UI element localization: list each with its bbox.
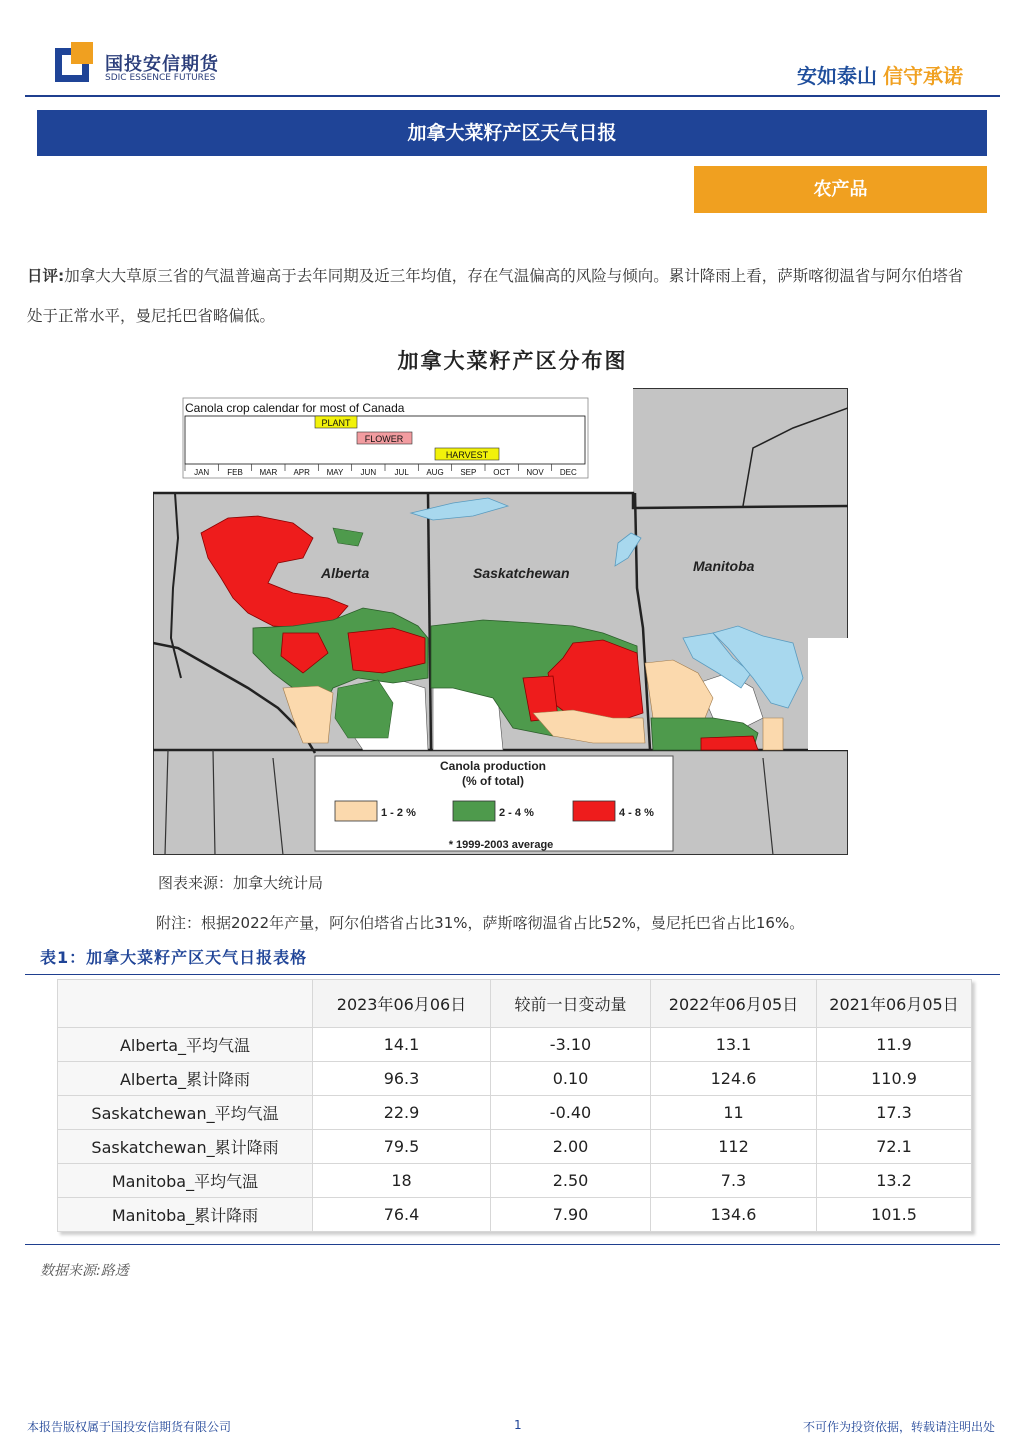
stage-harvest-label: HARVEST: [445, 450, 489, 460]
legend-swatch-2: [453, 801, 495, 821]
cell-2023: 14.1: [313, 1028, 491, 1062]
slogan-part2: 信守承诺: [883, 64, 963, 88]
table-row: [58, 1130, 972, 1164]
month-label: FEB: [227, 468, 243, 477]
table-row: [58, 1028, 972, 1062]
row-label: Saskatchewan_平均气温: [58, 1096, 313, 1130]
cell-2023: 79.5: [313, 1130, 491, 1164]
cell-2023: 22.9: [313, 1096, 491, 1130]
month-label: DEC: [559, 468, 577, 477]
table-row: [58, 1096, 972, 1130]
footer-page-number: 1: [514, 1418, 522, 1432]
legend-label-1: 1 - 2 %: [381, 807, 416, 819]
legend-title-2: (% of total): [462, 774, 524, 788]
table-row: [58, 1198, 972, 1232]
table-row: [58, 1164, 972, 1198]
month-label: MAY: [326, 468, 344, 477]
production-note: 附注：根据2022年产量，阿尔伯塔省占比31%，萨斯喀彻温省占比52%，曼尼托巴省占比16%。: [156, 914, 805, 932]
month-label: JAN: [194, 468, 210, 477]
stage-plant-label: PLANT: [321, 418, 351, 428]
company-logo: [55, 42, 245, 88]
header-cell-metric: [58, 980, 313, 1028]
header-cell-2022: 2022年06月05日: [651, 980, 817, 1028]
month-label: JUL: [394, 468, 409, 477]
cell-2021: 17.3: [817, 1096, 972, 1130]
footer-copyright: 本报告版权属于国投安信期货有限公司: [27, 1420, 232, 1434]
weather-table: [57, 979, 972, 1232]
comment-text: 加拿大大草原三省的气温普遍高于去年同期及近三年均值，存在气温偏高的风险与倾向。累计降雨上看，萨斯喀彻温省与阿尔伯塔省处于正常水平，曼尼托巴省略偏低。: [27, 267, 964, 325]
cell-2021: 101.5: [817, 1198, 972, 1232]
row-label: Alberta_累计降雨: [58, 1062, 313, 1096]
cell-change: 0.10: [491, 1062, 651, 1096]
crop-calendar-title: Canola crop calendar for most of Canada: [185, 401, 405, 415]
month-label: OCT: [493, 468, 511, 477]
legend-label-2: 2 - 4 %: [499, 807, 534, 819]
map-svg: [153, 388, 848, 855]
cell-2021: 72.1: [817, 1130, 972, 1164]
legend-title-1: Canola production: [440, 759, 546, 773]
cell-2021: 11.9: [817, 1028, 972, 1062]
cell-change: -3.10: [491, 1028, 651, 1062]
daily-comment: [27, 256, 977, 336]
category-tag: 农产品: [694, 166, 987, 213]
figure-source: 图表来源：加拿大统计局: [158, 874, 324, 892]
header-cell-2021: 2021年06月05日: [817, 980, 972, 1028]
header-cell-change: 较前一日变动量: [491, 980, 651, 1028]
cell-2022: 11: [651, 1096, 817, 1130]
footer-disclaimer: 不可作为投资依据，转载请注明出处: [802, 1420, 995, 1434]
month-label: MAR: [259, 468, 278, 477]
slogan-part1: 安如泰山: [797, 64, 877, 88]
comment-label: 日评:: [27, 267, 65, 285]
cell-2022: 13.1: [651, 1028, 817, 1062]
cell-2022: 7.3: [651, 1164, 817, 1198]
legend-swatch-1: [335, 801, 377, 821]
bottom-divider: [25, 1244, 1000, 1245]
row-label: Manitoba_累计降雨: [58, 1198, 313, 1232]
cell-2022: 134.6: [651, 1198, 817, 1232]
month-label: JUN: [360, 468, 377, 477]
header-cell-2023: 2023年06月06日: [313, 980, 491, 1028]
legend-footnote: * 1999-2003 average: [448, 839, 554, 851]
table-title: 表1：加拿大菜籽产区天气日报表格: [40, 948, 308, 967]
data-source: 数据来源:路透: [40, 1263, 129, 1279]
map-title: 加拿大菜籽产区分布图: [397, 349, 628, 373]
table-divider: [25, 974, 1000, 975]
cell-2021: 13.2: [817, 1164, 972, 1198]
table-header-row: [58, 980, 972, 1028]
cell-2021: 110.9: [817, 1062, 972, 1096]
legend-label-3: 4 - 8 %: [619, 807, 654, 819]
cell-2022: 112: [651, 1130, 817, 1164]
cell-2023: 96.3: [313, 1062, 491, 1096]
cell-change: 2.50: [491, 1164, 651, 1198]
province-label-alberta: Alberta: [321, 565, 370, 581]
month-label: SEP: [460, 468, 477, 477]
cell-2022: 124.6: [651, 1062, 817, 1096]
logo-english-name: SDIC ESSENCE FUTURES: [105, 73, 216, 83]
cell-2023: 76.4: [313, 1198, 491, 1232]
slogan: [797, 60, 963, 89]
stage-flower-label: FLOWER: [364, 434, 404, 444]
logo-chinese-name: 国投安信期货: [105, 54, 219, 75]
row-label: Alberta_平均气温: [58, 1028, 313, 1062]
row-label: Saskatchewan_累计降雨: [58, 1130, 313, 1164]
table-row: [58, 1062, 972, 1096]
report-title-banner: 加拿大菜籽产区天气日报: [37, 110, 987, 156]
month-label: NOV: [526, 468, 544, 477]
province-label-manitoba: Manitoba: [693, 558, 755, 574]
canola-production-map: [153, 388, 848, 855]
cell-2023: 18: [313, 1164, 491, 1198]
logo-mark-icon: [55, 42, 97, 84]
header-divider: [25, 95, 1000, 97]
cell-change: -0.40: [491, 1096, 651, 1130]
province-label-saskatchewan: Saskatchewan: [473, 565, 570, 581]
cell-change: 2.00: [491, 1130, 651, 1164]
month-label: AUG: [426, 468, 444, 477]
month-label: APR: [293, 468, 310, 477]
row-label: Manitoba_平均气温: [58, 1164, 313, 1198]
cell-change: 7.90: [491, 1198, 651, 1232]
legend-swatch-3: [573, 801, 615, 821]
